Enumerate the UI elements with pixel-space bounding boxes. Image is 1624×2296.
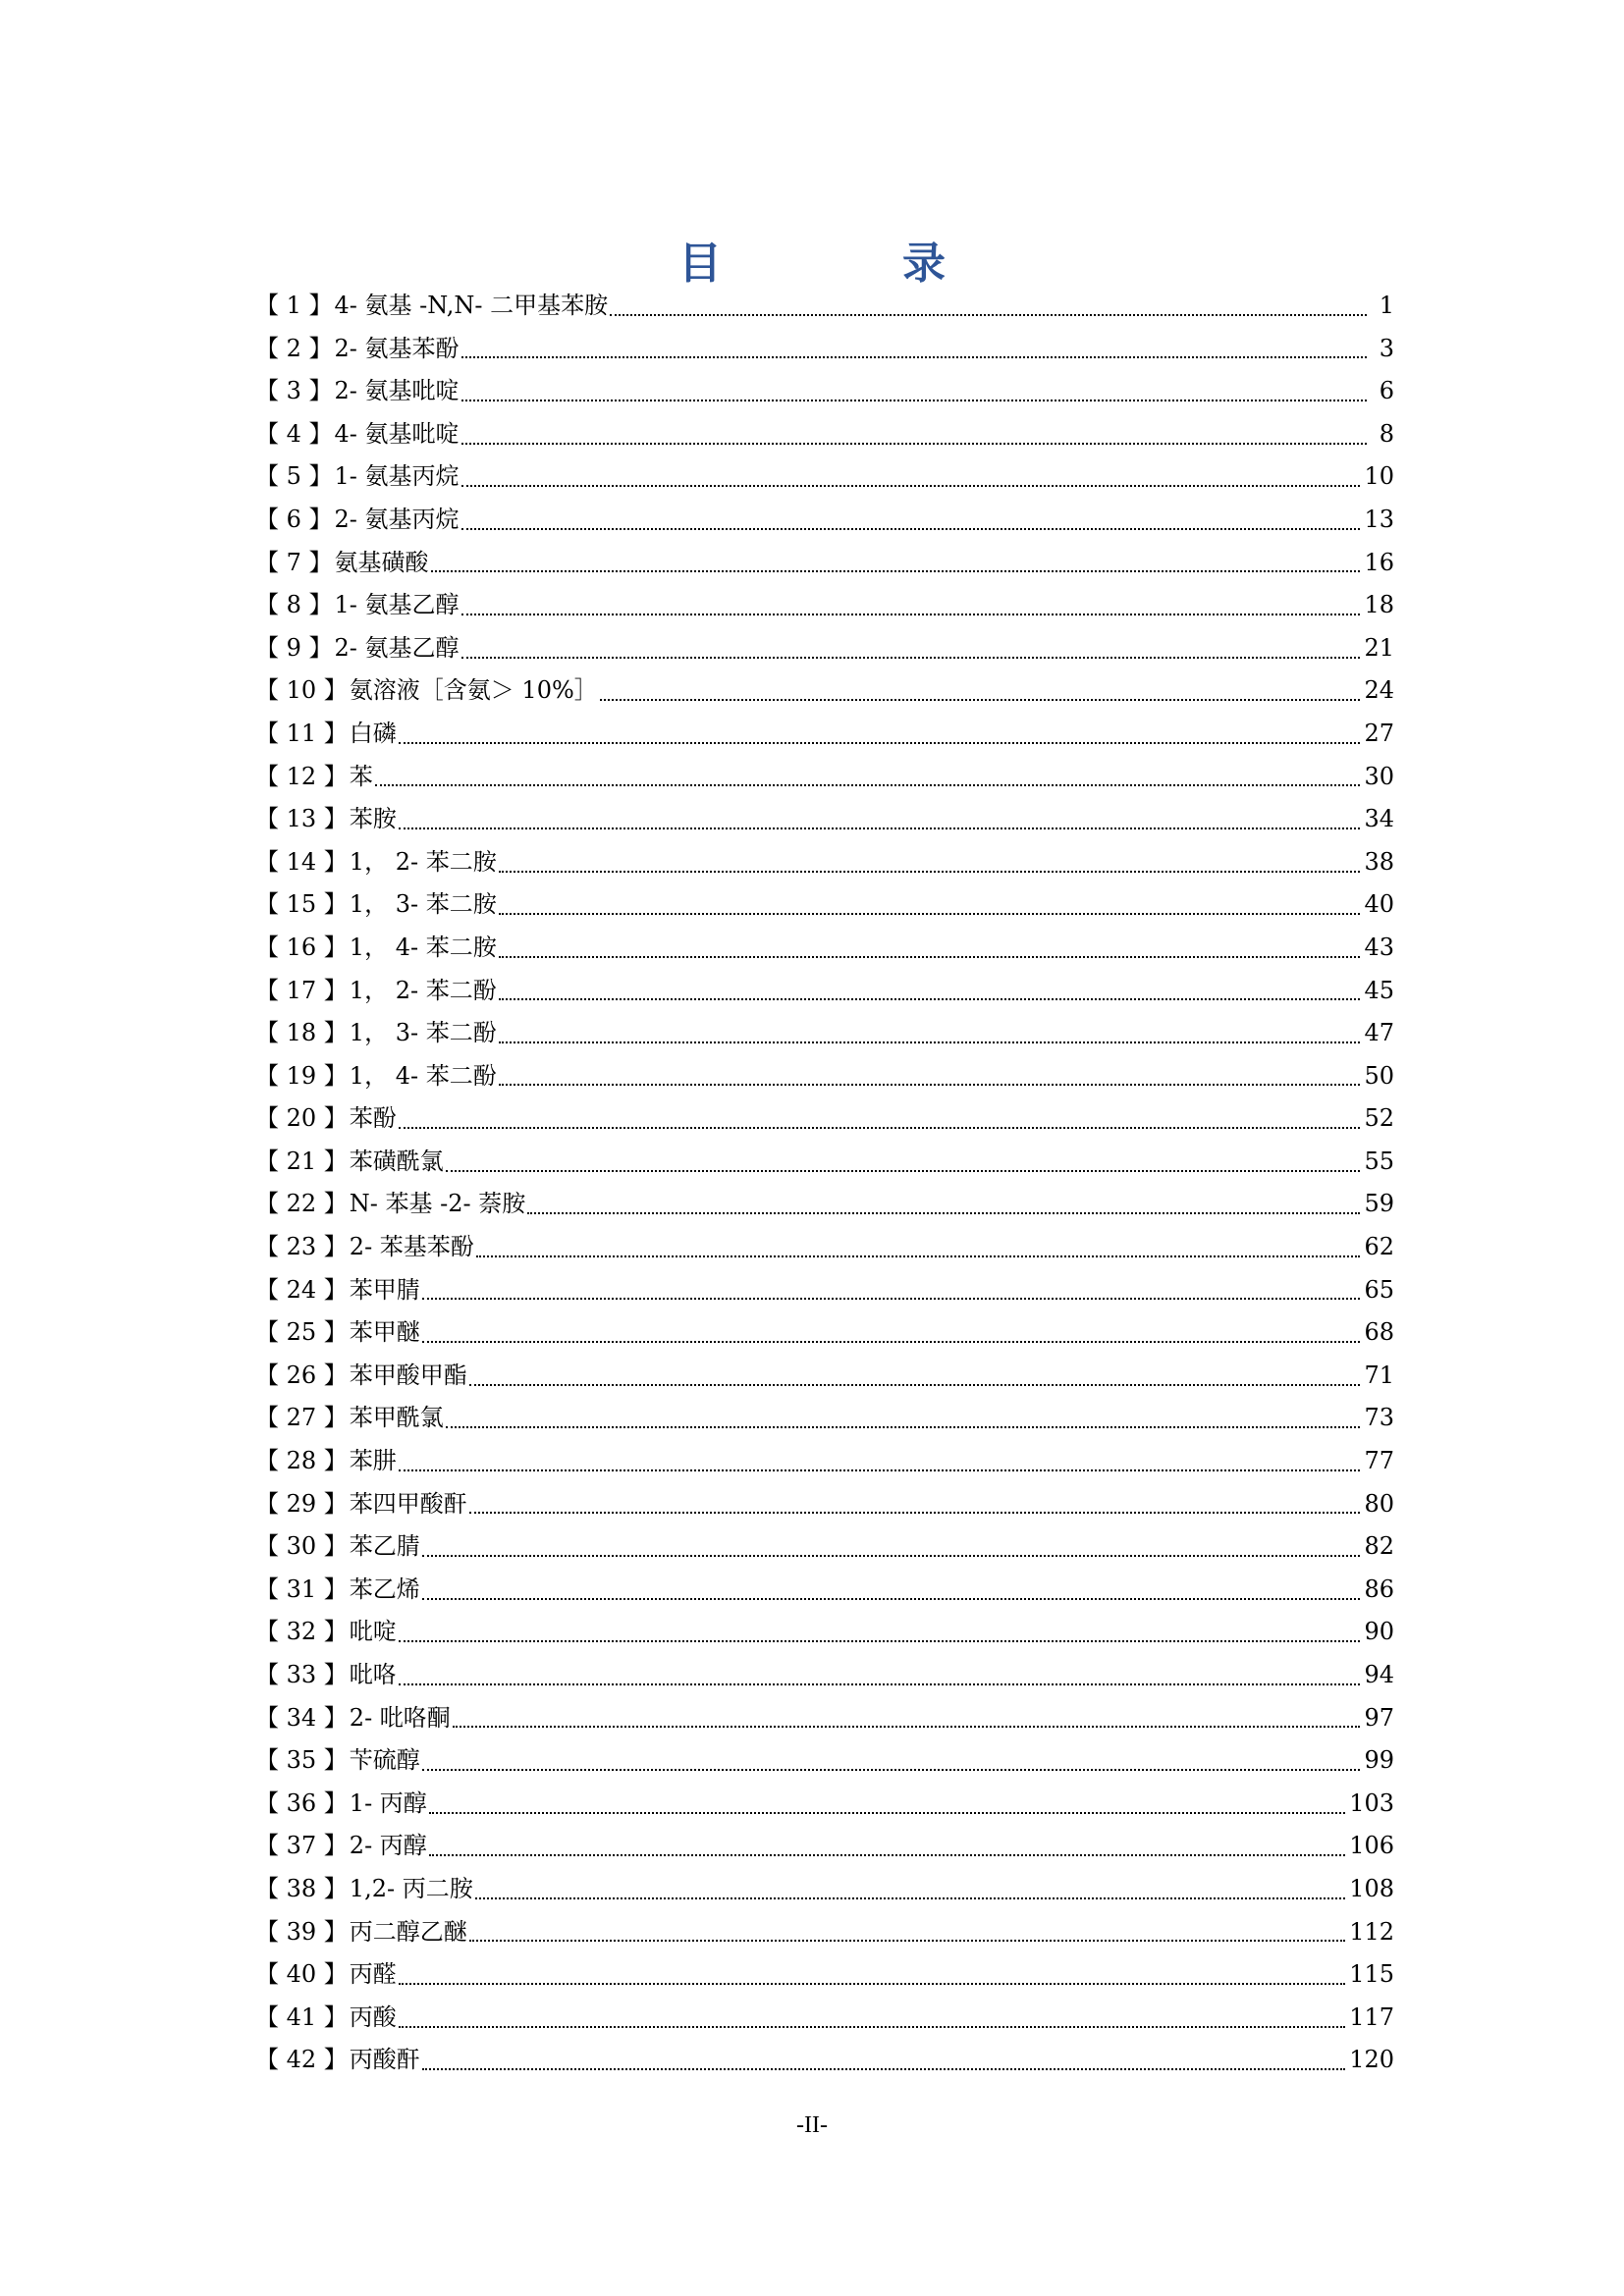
toc-entry-number: 【 8 】 bbox=[255, 591, 333, 619]
toc-dot-leader bbox=[422, 1767, 1361, 1771]
toc-dot-leader bbox=[422, 1596, 1361, 1600]
toc-entry[interactable] bbox=[255, 1569, 1394, 1612]
toc-entry-name: 丙醛 bbox=[349, 1960, 397, 1989]
toc-entry-name: 吡咯 bbox=[349, 1661, 397, 1688]
toc-entry-page: 108 bbox=[1349, 1874, 1394, 1902]
toc-entry[interactable] bbox=[255, 1055, 1394, 1098]
toc-entry[interactable] bbox=[255, 1226, 1394, 1269]
toc-entry-page: 112 bbox=[1349, 1917, 1394, 1946]
toc-entry-number: 【 2 】 bbox=[255, 334, 333, 362]
toc-entry-page: 40 bbox=[1364, 890, 1394, 919]
toc-entry-number: 【 26 】 bbox=[255, 1361, 348, 1389]
toc-entry-page: 6 bbox=[1379, 377, 1394, 405]
toc-entry[interactable] bbox=[255, 1183, 1394, 1226]
toc-entry-number: 【 15 】 bbox=[255, 890, 348, 919]
toc-entry-number: 【 39 】 bbox=[255, 1917, 348, 1946]
toc-dot-leader bbox=[499, 954, 1361, 958]
toc-entry[interactable] bbox=[255, 669, 1394, 713]
toc-entry[interactable] bbox=[255, 1654, 1394, 1697]
toc-entry-page: 71 bbox=[1364, 1361, 1394, 1389]
toc-dot-leader bbox=[499, 996, 1361, 1000]
toc-entry[interactable] bbox=[255, 285, 1394, 328]
toc-entry-number: 【 5 】 bbox=[255, 462, 333, 491]
toc-dot-leader bbox=[475, 1896, 1345, 1899]
toc-entry-number: 【 20 】 bbox=[255, 1104, 348, 1133]
toc-dot-leader bbox=[399, 740, 1361, 744]
toc-entry[interactable] bbox=[255, 927, 1394, 970]
toc-entry-number: 【 4 】 bbox=[255, 419, 333, 448]
toc-dot-leader bbox=[469, 1938, 1345, 1942]
toc-entry-page: 77 bbox=[1364, 1447, 1394, 1475]
toc-dot-leader bbox=[399, 2024, 1345, 2028]
toc-entry-page: 82 bbox=[1364, 1532, 1394, 1561]
toc-entry-name: 1， 2- 苯二胺 bbox=[349, 847, 497, 876]
toc-entry[interactable] bbox=[255, 584, 1394, 627]
toc-entry-page: 120 bbox=[1349, 2046, 1394, 2074]
toc-entry-page: 30 bbox=[1364, 762, 1394, 790]
toc-entry-number: 【 1 】 bbox=[255, 292, 333, 319]
toc-entry-page: 18 bbox=[1364, 591, 1394, 619]
toc-dot-leader bbox=[527, 1210, 1360, 1214]
toc-entry-number: 【 6 】 bbox=[255, 505, 333, 533]
toc-dot-leader bbox=[461, 526, 1361, 530]
toc-entry-name: 苯甲酰氯 bbox=[349, 1404, 444, 1432]
toc-entry-name: 1， 3- 苯二胺 bbox=[349, 890, 497, 919]
toc-dot-leader bbox=[399, 1682, 1361, 1685]
toc-entry-page: 117 bbox=[1349, 2002, 1394, 2031]
toc-entry-page: 24 bbox=[1364, 676, 1394, 705]
toc-entry-name: 2- 氨基苯酚 bbox=[334, 334, 460, 362]
toc-entry-page: 52 bbox=[1364, 1104, 1394, 1133]
toc-entry-number: 【 3 】 bbox=[255, 377, 333, 405]
toc-entry-page: 73 bbox=[1364, 1404, 1394, 1432]
toc-entry[interactable] bbox=[255, 1483, 1394, 1526]
toc-entry-number: 【 14 】 bbox=[255, 847, 348, 876]
toc-dot-leader bbox=[422, 2066, 1345, 2070]
toc-dot-leader bbox=[461, 612, 1361, 615]
toc-entry-name: 2- 丙醇 bbox=[349, 1832, 427, 1860]
toc-entry-page: 50 bbox=[1364, 1061, 1394, 1090]
toc-dot-leader bbox=[610, 312, 1367, 316]
toc-dot-leader bbox=[429, 1810, 1345, 1814]
toc-dot-leader bbox=[499, 1082, 1361, 1086]
toc-entry-name: 4- 氨基吡啶 bbox=[334, 419, 460, 448]
toc-entry[interactable] bbox=[255, 841, 1394, 884]
toc-entry[interactable] bbox=[255, 2039, 1394, 2082]
toc-list bbox=[255, 285, 1394, 2082]
toc-entry[interactable] bbox=[255, 1012, 1394, 1055]
toc-entry-page: 10 bbox=[1364, 462, 1394, 491]
toc-entry-page: 99 bbox=[1364, 1746, 1394, 1775]
toc-entry-number: 【 28 】 bbox=[255, 1447, 348, 1475]
toc-entry-name: 1， 2- 苯二酚 bbox=[349, 976, 497, 1004]
toc-dot-leader bbox=[461, 441, 1367, 445]
toc-entry-name: 丙酸 bbox=[349, 2002, 397, 2031]
toc-entry-name: 氨基磺酸 bbox=[334, 548, 429, 576]
toc-entry-number: 【 7 】 bbox=[255, 548, 333, 576]
toc-dot-leader bbox=[499, 911, 1361, 915]
toc-entry[interactable] bbox=[255, 1355, 1394, 1398]
toc-entry-name: 苯胺 bbox=[349, 805, 397, 833]
toc-entry-name: 氨溶液［含氨＞ 10%］ bbox=[349, 676, 598, 705]
toc-entry-name: 2- 氨基丙烷 bbox=[334, 505, 460, 533]
toc-entry-number: 【 40 】 bbox=[255, 1960, 348, 1989]
toc-entry-name: 2- 氨基吡啶 bbox=[334, 377, 460, 405]
toc-dot-leader bbox=[469, 1382, 1361, 1386]
toc-entry[interactable] bbox=[255, 970, 1394, 1013]
toc-entry[interactable] bbox=[255, 1783, 1394, 1826]
toc-entry-name: 1， 4- 苯二酚 bbox=[349, 1061, 497, 1090]
toc-entry-name: 苯肼 bbox=[349, 1447, 397, 1475]
toc-entry-page: 38 bbox=[1364, 847, 1394, 876]
toc-entry-name: 2- 氨基乙醇 bbox=[334, 633, 460, 662]
toc-entry[interactable] bbox=[255, 713, 1394, 756]
toc-entry-number: 【 16 】 bbox=[255, 933, 348, 961]
toc-entry-name: 苯甲腈 bbox=[349, 1275, 420, 1304]
toc-entry-page: 45 bbox=[1364, 976, 1394, 1004]
toc-dot-leader bbox=[446, 1424, 1361, 1428]
toc-dot-leader bbox=[429, 1852, 1345, 1856]
page-number-footer: -II- bbox=[796, 2112, 828, 2138]
toc-entry-page: 47 bbox=[1364, 1019, 1394, 1047]
toc-entry-number: 【 29 】 bbox=[255, 1489, 348, 1518]
toc-dot-leader bbox=[453, 1724, 1361, 1728]
toc-entry-page: 80 bbox=[1364, 1489, 1394, 1518]
toc-entry-page: 68 bbox=[1364, 1318, 1394, 1347]
toc-entry-name: 吡啶 bbox=[349, 1618, 397, 1646]
toc-dot-leader bbox=[461, 354, 1367, 358]
toc-entry-name: 苯磺酰氯 bbox=[349, 1147, 444, 1175]
toc-entry-name: 苯酚 bbox=[349, 1104, 397, 1133]
toc-entry-page: 103 bbox=[1349, 1789, 1394, 1817]
toc-dot-leader bbox=[461, 655, 1361, 659]
toc-entry-name: 1- 丙醇 bbox=[349, 1789, 427, 1817]
toc-dot-leader bbox=[422, 1296, 1361, 1300]
toc-dot-leader bbox=[422, 1553, 1361, 1557]
toc-entry-page: 90 bbox=[1364, 1618, 1394, 1646]
toc-entry[interactable] bbox=[255, 798, 1394, 841]
toc-entry[interactable] bbox=[255, 1868, 1394, 1911]
toc-entry[interactable] bbox=[255, 1697, 1394, 1740]
toc-entry-page: 8 bbox=[1379, 419, 1394, 448]
toc-entry[interactable] bbox=[255, 542, 1394, 585]
toc-entry-number: 【 10 】 bbox=[255, 676, 348, 705]
toc-entry-number: 【 22 】 bbox=[255, 1190, 348, 1218]
toc-entry-number: 【 34 】 bbox=[255, 1703, 348, 1732]
toc-entry-number: 【 17 】 bbox=[255, 976, 348, 1004]
toc-entry-number: 【 9 】 bbox=[255, 633, 333, 662]
toc-entry-page: 16 bbox=[1364, 548, 1394, 576]
toc-entry[interactable] bbox=[255, 413, 1394, 456]
toc-dot-leader bbox=[399, 826, 1361, 829]
toc-entry-name: 苯乙烯 bbox=[349, 1575, 420, 1603]
toc-entry-page: 3 bbox=[1379, 334, 1394, 362]
toc-entry[interactable] bbox=[255, 1141, 1394, 1184]
toc-entry-name: 1， 3- 苯二酚 bbox=[349, 1019, 497, 1047]
toc-dot-leader bbox=[461, 483, 1361, 487]
toc-entry-name: 苯甲醚 bbox=[349, 1318, 420, 1347]
toc-entry-page: 115 bbox=[1349, 1960, 1394, 1989]
toc-entry-number: 【 27 】 bbox=[255, 1404, 348, 1432]
toc-entry[interactable] bbox=[255, 1739, 1394, 1783]
toc-entry-name: 苯甲酸甲酯 bbox=[349, 1361, 467, 1389]
toc-entry[interactable] bbox=[255, 627, 1394, 670]
toc-entry-name: 白磷 bbox=[349, 719, 397, 747]
toc-entry[interactable] bbox=[255, 1097, 1394, 1141]
toc-entry-number: 【 24 】 bbox=[255, 1275, 348, 1304]
toc-entry[interactable] bbox=[255, 1269, 1394, 1312]
toc-dot-leader bbox=[375, 782, 1361, 786]
toc-dot-leader bbox=[461, 398, 1367, 401]
toc-entry-page: 13 bbox=[1364, 505, 1394, 533]
toc-entry-number: 【 35 】 bbox=[255, 1746, 348, 1775]
toc-entry-number: 【 11 】 bbox=[255, 719, 348, 747]
toc-dot-leader bbox=[499, 1040, 1361, 1043]
toc-entry[interactable] bbox=[255, 455, 1394, 499]
toc-entry-name: 苯 bbox=[349, 762, 373, 790]
toc-entry-page: 62 bbox=[1364, 1233, 1394, 1261]
toc-entry-number: 【 37 】 bbox=[255, 1832, 348, 1860]
toc-entry-name: 2- 苯基苯酚 bbox=[349, 1233, 474, 1261]
toc-entry[interactable] bbox=[255, 756, 1394, 799]
toc-dot-leader bbox=[476, 1254, 1361, 1257]
toc-entry-number: 【 18 】 bbox=[255, 1019, 348, 1047]
toc-entry-page: 86 bbox=[1364, 1575, 1394, 1603]
toc-entry[interactable] bbox=[255, 1397, 1394, 1440]
toc-entry-name: N- 苯基 -2- 萘胺 bbox=[349, 1190, 526, 1218]
toc-entry-name: 苯乙腈 bbox=[349, 1532, 420, 1561]
toc-entry[interactable] bbox=[255, 370, 1394, 413]
toc-entry-number: 【 42 】 bbox=[255, 2046, 348, 2074]
toc-entry-page: 94 bbox=[1364, 1661, 1394, 1688]
toc-entry-page: 106 bbox=[1349, 1832, 1394, 1860]
toc-entry-name: 1,2- 丙二胺 bbox=[349, 1874, 473, 1902]
toc-entry-number: 【 21 】 bbox=[255, 1147, 348, 1175]
toc-dot-leader bbox=[399, 1981, 1345, 1985]
toc-entry-page: 27 bbox=[1364, 719, 1394, 747]
toc-entry-number: 【 12 】 bbox=[255, 762, 348, 790]
toc-entry-number: 【 36 】 bbox=[255, 1789, 348, 1817]
toc-entry-number: 【 41 】 bbox=[255, 2002, 348, 2031]
toc-entry[interactable] bbox=[255, 1525, 1394, 1569]
toc-entry-page: 55 bbox=[1364, 1147, 1394, 1175]
toc-entry-number: 【 31 】 bbox=[255, 1575, 348, 1603]
toc-entry-number: 【 25 】 bbox=[255, 1318, 348, 1347]
toc-entry-number: 【 13 】 bbox=[255, 805, 348, 833]
toc-entry-number: 【 19 】 bbox=[255, 1061, 348, 1090]
toc-entry-name: 苯四甲酸酐 bbox=[349, 1489, 467, 1518]
toc-entry[interactable] bbox=[255, 883, 1394, 927]
toc-dot-leader bbox=[600, 697, 1361, 701]
toc-dot-leader bbox=[431, 568, 1361, 572]
toc-dot-leader bbox=[399, 1125, 1361, 1129]
toc-title: 目 录 bbox=[678, 239, 1014, 290]
toc-entry[interactable] bbox=[255, 1953, 1394, 1997]
toc-entry[interactable] bbox=[255, 1611, 1394, 1654]
toc-entry-name: 1， 4- 苯二胺 bbox=[349, 933, 497, 961]
toc-dot-leader bbox=[399, 1638, 1361, 1642]
toc-entry-name: 1- 氨基乙醇 bbox=[334, 591, 460, 619]
toc-entry[interactable] bbox=[255, 1440, 1394, 1483]
toc-entry-number: 【 32 】 bbox=[255, 1618, 348, 1646]
toc-dot-leader bbox=[446, 1168, 1361, 1172]
toc-entry-name: 2- 吡咯酮 bbox=[349, 1703, 451, 1732]
toc-entry-page: 43 bbox=[1364, 933, 1394, 961]
toc-entry-name: 1- 氨基丙烷 bbox=[334, 462, 460, 491]
toc-dot-leader bbox=[499, 869, 1361, 873]
toc-entry[interactable] bbox=[255, 1311, 1394, 1355]
toc-entry-page: 21 bbox=[1364, 633, 1394, 662]
toc-entry-page: 59 bbox=[1364, 1190, 1394, 1218]
toc-entry-name: 4- 氨基 -N,N- 二甲基苯胺 bbox=[334, 292, 609, 319]
toc-entry-name: 苄硫醇 bbox=[349, 1746, 420, 1775]
toc-entry[interactable] bbox=[255, 1825, 1394, 1868]
toc-entry-name: 丙酸酐 bbox=[349, 2046, 420, 2074]
toc-dot-leader bbox=[399, 1468, 1361, 1471]
toc-entry-page: 1 bbox=[1379, 292, 1394, 319]
toc-entry-number: 【 30 】 bbox=[255, 1532, 348, 1561]
toc-dot-leader bbox=[422, 1339, 1361, 1343]
toc-entry-page: 65 bbox=[1364, 1275, 1394, 1304]
toc-entry[interactable] bbox=[255, 499, 1394, 542]
toc-entry-page: 97 bbox=[1364, 1703, 1394, 1732]
toc-entry[interactable] bbox=[255, 1997, 1394, 2040]
toc-entry[interactable] bbox=[255, 1911, 1394, 1954]
toc-entry-number: 【 23 】 bbox=[255, 1233, 348, 1261]
toc-dot-leader bbox=[469, 1510, 1361, 1514]
toc-entry-name: 丙二醇乙醚 bbox=[349, 1917, 467, 1946]
toc-entry-number: 【 38 】 bbox=[255, 1874, 348, 1902]
toc-entry-page: 34 bbox=[1364, 805, 1394, 833]
toc-entry-number: 【 33 】 bbox=[255, 1661, 348, 1688]
toc-entry[interactable] bbox=[255, 328, 1394, 371]
